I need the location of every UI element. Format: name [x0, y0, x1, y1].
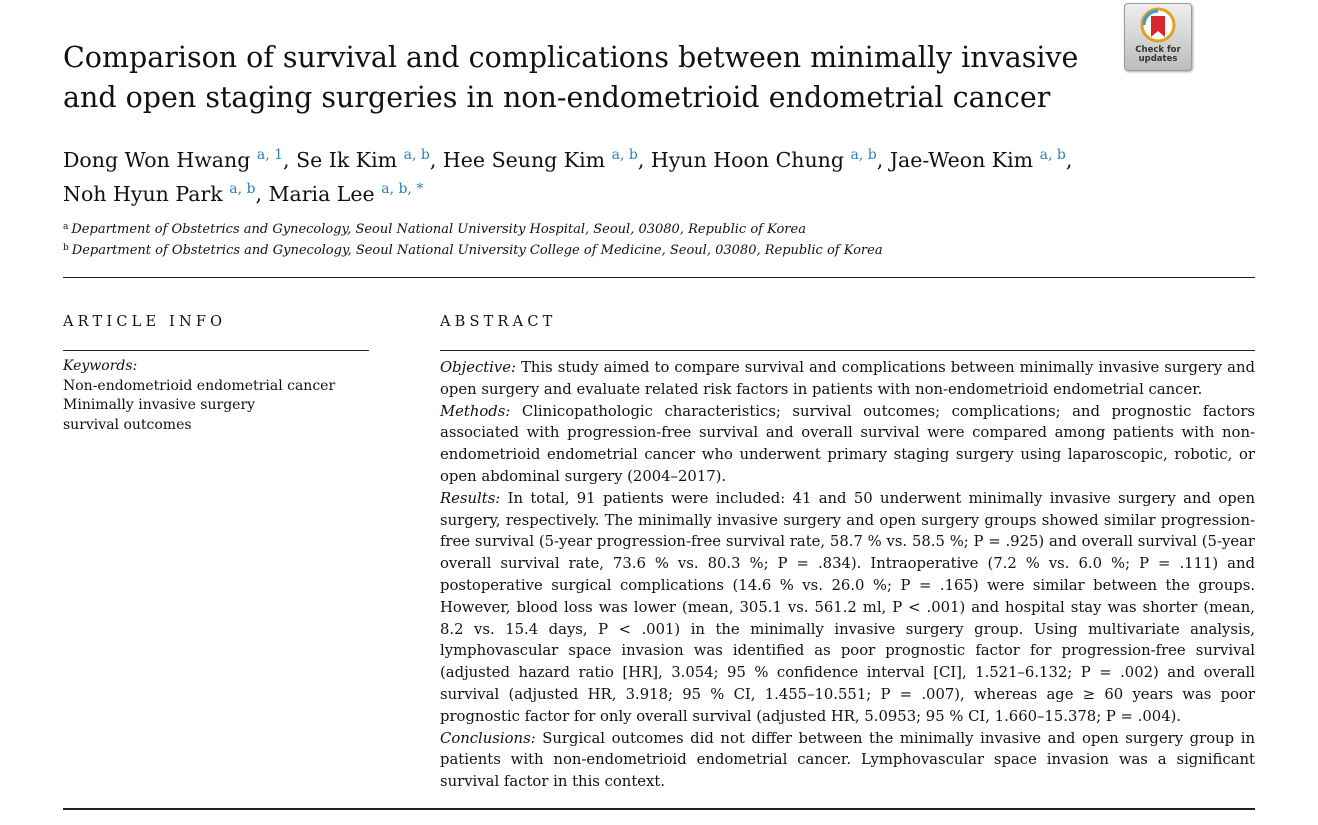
author-separator: ,	[255, 182, 269, 206]
methods-text: Clinicopathologic characteristics; survival outcomes; complications; and prognostic factors associated with progression-free survival and overall survival were compared among patients with non-endometrioid endometrial cancer who underwent primary staging surgery using laparoscopic, robotic, or open abdominal surgery (2004–2017).	[440, 402, 1255, 485]
author-name: Dong Won Hwang	[63, 148, 251, 172]
keyword-item: Minimally invasive surgery	[63, 397, 256, 413]
abstract-divider	[440, 350, 1255, 351]
header-divider	[63, 277, 1255, 278]
keywords-section	[63, 357, 373, 435]
objective-label: Objective:	[440, 359, 517, 376]
abstract-heading: ABSTRACT	[440, 314, 557, 330]
affiliation-item	[63, 218, 1163, 239]
keyword-item: survival outcomes	[63, 416, 192, 433]
affiliation-item	[63, 239, 1163, 260]
author-name: Noh Hyun Park	[63, 182, 223, 206]
keyword-item: Non-endometrioid endometrial cancer	[63, 377, 336, 394]
article-info-heading: ARTICLE INFO	[63, 314, 227, 330]
check-for-updates-button[interactable]	[1124, 3, 1192, 71]
badge-line-1: Check for	[1135, 45, 1181, 55]
author-affiliation-link[interactable]: a, 1	[256, 147, 284, 163]
keywords-label: Keywords:	[63, 358, 138, 374]
conclusions-text: Surgical outcomes did not differ between the minimally invasive and open surgery group in patients with non-endometrioid endometrial cancer. Lymphovascular space invasion was a significant survival factor in this context.	[440, 729, 1255, 791]
conclusions-label: Conclusions:	[440, 729, 536, 747]
objective-text: This study aimed to compare survival and complications between minimally invasive surgery and open surgery and evaluate related risk factors in patients with non-endometrioid endometrial cancer.	[440, 359, 1255, 398]
affiliations	[63, 218, 1163, 260]
affiliation-text: Department of Obstetrics and Gynecology, Seoul National University College of Medicine, Seoul, 03080, Republic of Korea	[71, 243, 883, 258]
affiliation-text: Department of Obstetrics and Gynecology, Seoul National University Hospital, Seoul, 03080, Republic of Korea	[71, 222, 806, 237]
badge-line-2: updates	[1138, 54, 1178, 64]
author-affiliation-link[interactable]: a, b	[229, 181, 256, 197]
affiliation-mark: a	[63, 222, 69, 232]
author-name: Jae-Weon Kim	[889, 148, 1034, 172]
author-separator: ,	[876, 148, 890, 172]
paper-title: Comparison of survival and complications between minimally invasive and open staging surgeries in non-endometrioid endometrial cancer	[63, 41, 1079, 114]
abstract-conclusions	[440, 728, 1255, 793]
author-name: Hyun Hoon Chung	[650, 148, 845, 172]
abstract-body	[440, 357, 1255, 793]
abstract-objective	[440, 357, 1255, 401]
affiliation-mark: b	[63, 243, 69, 253]
crossmark-icon	[1140, 7, 1176, 45]
author-separator: ,	[283, 148, 297, 172]
author-affiliation-link[interactable]: a, b	[850, 147, 877, 163]
author-affiliation-link[interactable]: a, b	[403, 147, 430, 163]
methods-label: Methods:	[440, 402, 511, 420]
results-label: Results:	[440, 489, 501, 507]
author-affiliation-link[interactable]: a, b, *	[381, 181, 424, 197]
author-affiliation-link[interactable]: a, b	[611, 147, 638, 163]
author-separator: ,	[1065, 148, 1073, 172]
author-list	[63, 141, 1163, 209]
author-name: Hee Seung Kim	[442, 148, 606, 172]
article-info-divider	[63, 350, 369, 351]
footer-divider	[63, 808, 1255, 810]
results-text: In total, 91 patients were included: 41 and 50 underwent minimally invasive surgery and open surgery, respectively. The minimally invasive surgery and open surgery groups showed similar progression-free survival (5-year progression-free survival rate, 58.7 % vs. 58.5 %; P = .925) and overall survival (5-year overall survival rate, 73.6 % vs. 80.3 %; P = .834). Intraoperative (7.2 % vs. 6.0 %; P = .111) and postoperative surgical complications (14.6 % vs. 26.0 %; P = .165) were similar between the groups. However, blood loss was lower (mean, 305.1 vs. 561.2 ml, P < .001) and hospital stay was shorter (mean, 8.2 vs. 15.4 days, P < .001) in the minimally invasive surgery group. Using multivariate analysis, lymphovascular space invasion was identified as poor prognostic factor for progression-free survival (adjusted hazard ratio [HR], 3.054; 95 % confidence interval [CI], 1.521–6.132; P = .002) and overall survival (adjusted HR, 3.918; 95 % CI, 1.455–10.551; P = .007), whereas age ≥ 60 years was poor prognostic factor for only overall survival (adjusted HR, 5.0953; 95 % CI, 1.660–15.378; P = .004).	[440, 489, 1255, 725]
author-name: Se Ik Kim	[296, 148, 398, 172]
author-separator: ,	[637, 148, 651, 172]
abstract-results	[440, 488, 1255, 728]
abstract-methods	[440, 401, 1255, 488]
author-separator: ,	[429, 148, 443, 172]
author-affiliation-link[interactable]: a, b	[1039, 147, 1066, 163]
author-name: Maria Lee	[268, 182, 375, 206]
